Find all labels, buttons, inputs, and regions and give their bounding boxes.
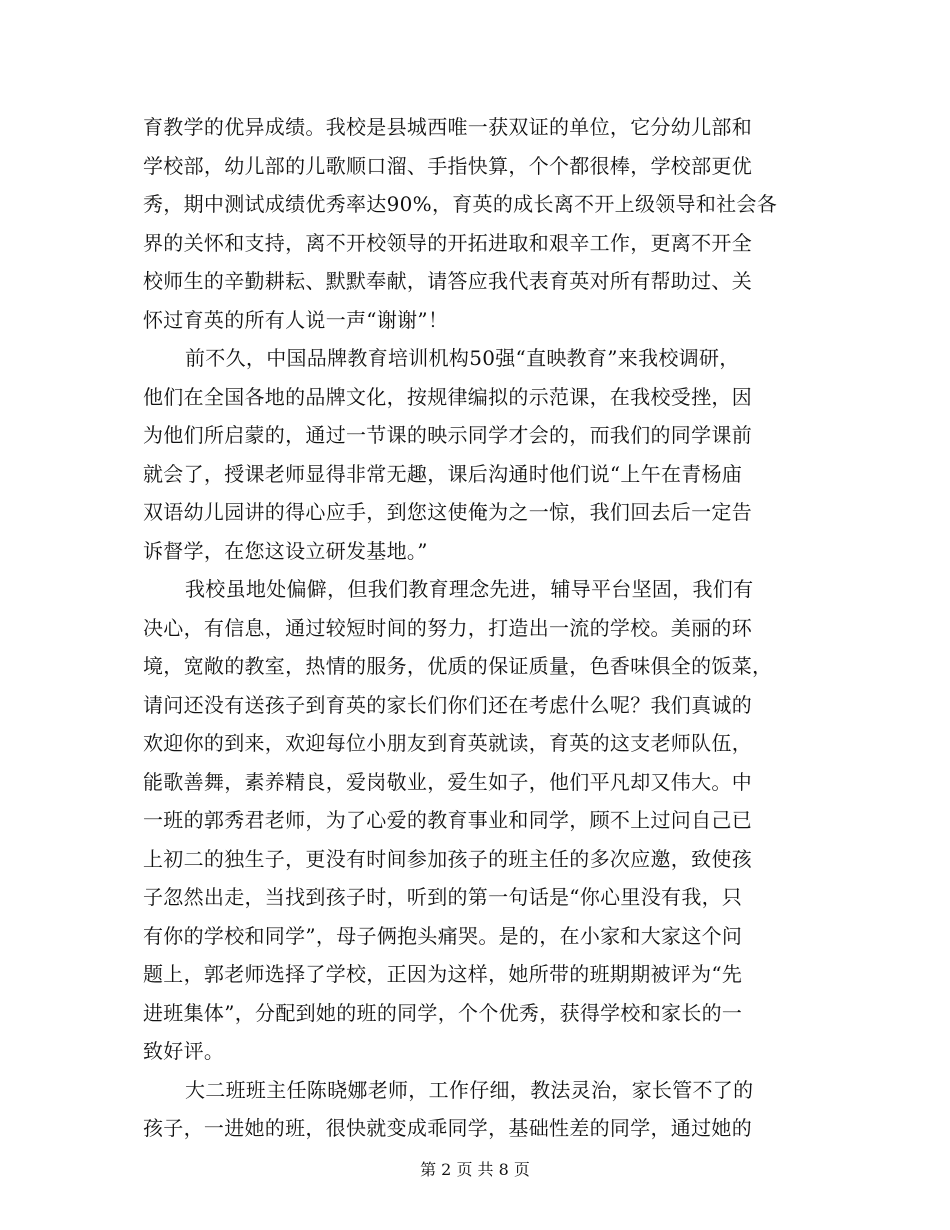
text-line: 校师生的辛勤耕耘、默默奉献，请答应我代表育英对所有帮助过、关	[143, 269, 752, 293]
text-line: 一班的郭秀君老师，为了心爱的教育事业和同学，顾不上过问自己已	[143, 808, 752, 832]
text-line: 有你的学校和同学”，母子俩抱头痛哭。是的，在小家和大家这个问	[143, 923, 743, 948]
paragraph-start-line: 大二班班主任陈晓娜老师，工作仔细，教法灵治，家长管不了的	[185, 1077, 754, 1102]
text-line: 他们在全国各地的品牌文化，按规律编拟的示范课，在我校受挫，因	[143, 384, 752, 409]
text-line: 题上，郭老师选择了学校，正因为这样，她所带的班期期被评为“先	[143, 962, 743, 986]
text-line: 致好评。	[143, 1039, 225, 1063]
text-line: 学校部，幼儿部的儿歌顺口溜、手指快算，个个都很棒，学校部更优	[143, 153, 752, 178]
text-line: 能歌善舞，素养精良，爱岗敬业，爱生如子，他们平凡却又伟大。中	[143, 769, 752, 794]
body-text	[143, 108, 823, 1148]
text-line: 秀，期中测试成绩优秀率达90%，育英的成长离不开上级领导和社会各	[143, 192, 778, 216]
text-line: 为他们所启蒙的，通过一节课的映示同学才会的，而我们的同学课前	[143, 423, 752, 447]
text-line: 决心，有信息，通过较短时间的努力，打造出一流的学校。美丽的环	[143, 615, 752, 640]
text-line: 子忽然出走，当找到孩子时，听到的第一句话是“你心里没有我，只	[143, 885, 743, 909]
paragraph-start-line: 我校虽地处偏僻，但我们教育理念先进，辅导平台坚固，我们有	[185, 577, 754, 601]
text-line: 怀过育英的所有人说一声“谢谢”！	[143, 307, 449, 332]
text-line: 孩子，一进她的班，很快就变成乖同学，基础性差的同学，通过她的	[143, 1116, 752, 1140]
paragraph-start-line: 前不久，中国品牌教育培训机构50强“直映教育”来我校调研，	[185, 346, 740, 370]
text-line: 上初二的独生子，更没有时间参加孩子的班主任的多次应邀，致使孩	[143, 846, 752, 871]
text-line: 境，宽敞的教室，热情的服务，优质的保证质量，色香味俱全的饭菜，	[143, 654, 773, 678]
text-line: 双语幼儿园讲的得心应手，到您这使俺为之一惊，我们回去后一定告	[143, 500, 752, 524]
text-line: 欢迎你的到来，欢迎每位小朋友到育英就读，育英的这支老师队伍，	[143, 731, 752, 755]
text-line: 就会了，授课老师显得非常无趣，课后沟通时他们说“上午在青杨庙	[143, 461, 743, 486]
text-line: 请问还没有送孩子到育英的家长们你们还在考虑什么呢？我们真诚的	[143, 692, 752, 717]
text-line: 进班集体”，分配到她的班的同学，个个优秀，获得学校和家长的一	[143, 1000, 743, 1025]
text-line: 界的关怀和支持，离不开校领导的开拓进取和艰辛工作，更离不开全	[143, 230, 752, 255]
text-line: 诉督学，在您这设立研发基地。”	[143, 538, 428, 563]
text-line: 育教学的优异成绩。我校是县城西唯一获双证的单位，它分幼儿部和	[143, 115, 752, 139]
page-footer: 第 2 页 共 8 页	[420, 1160, 530, 1179]
